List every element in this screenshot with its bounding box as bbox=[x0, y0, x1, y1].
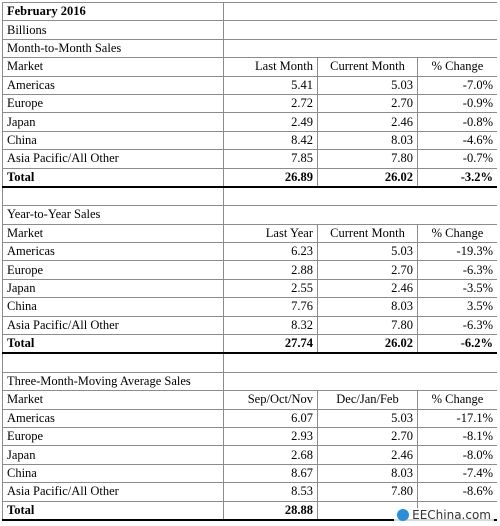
current-value: 2.70 bbox=[318, 427, 418, 445]
market-name: Europe bbox=[3, 427, 224, 445]
current-value: 8.03 bbox=[318, 464, 418, 482]
percent-change: -7.0% bbox=[418, 76, 498, 94]
empty-cell bbox=[3, 353, 224, 372]
column-header-market: Market bbox=[3, 224, 224, 242]
report-title: February 2016 bbox=[3, 3, 224, 21]
total-previous: 27.74 bbox=[224, 335, 318, 354]
previous-value: 8.53 bbox=[224, 483, 318, 501]
previous-value: 2.68 bbox=[224, 446, 318, 464]
empty-cell bbox=[3, 187, 224, 206]
market-name: Japan bbox=[3, 113, 224, 131]
column-header-row bbox=[3, 224, 498, 242]
empty-cell bbox=[224, 21, 498, 39]
total-current: 26.02 bbox=[318, 335, 418, 354]
previous-value: 2.72 bbox=[224, 94, 318, 112]
current-value: 2.70 bbox=[318, 94, 418, 112]
section-title: Year-to-Year Sales bbox=[3, 206, 224, 224]
section-title-row bbox=[3, 372, 498, 390]
percent-change: -8.1% bbox=[418, 427, 498, 445]
previous-value: 8.32 bbox=[224, 316, 318, 334]
eechina-watermark bbox=[394, 508, 494, 522]
total-label: Total bbox=[3, 501, 224, 520]
table-row bbox=[3, 131, 498, 149]
market-name: Europe bbox=[3, 94, 224, 112]
table-row bbox=[3, 279, 498, 297]
market-name: Japan bbox=[3, 279, 224, 297]
percent-change: 3.5% bbox=[418, 298, 498, 316]
market-name: Japan bbox=[3, 446, 224, 464]
empty-cell bbox=[224, 372, 498, 390]
total-previous: 28.88 bbox=[224, 501, 318, 520]
column-header-market: Market bbox=[3, 391, 224, 409]
percent-change: -19.3% bbox=[418, 243, 498, 261]
total-label: Total bbox=[3, 335, 224, 354]
total-row bbox=[3, 168, 498, 187]
section-title-row bbox=[3, 206, 498, 224]
column-header-change: % Change bbox=[418, 58, 498, 76]
total-current: 26.02 bbox=[318, 168, 418, 187]
total-previous: 26.89 bbox=[224, 168, 318, 187]
previous-value: 7.76 bbox=[224, 298, 318, 316]
current-value: 2.46 bbox=[318, 279, 418, 297]
section-title: Month-to-Month Sales bbox=[3, 39, 224, 57]
table-row bbox=[3, 113, 498, 131]
column-header-change: % Change bbox=[418, 391, 498, 409]
percent-change: -8.0% bbox=[418, 446, 498, 464]
market-name: Americas bbox=[3, 76, 224, 94]
column-header-current: Current Month bbox=[318, 58, 418, 76]
table-row bbox=[3, 261, 498, 279]
table-row bbox=[3, 427, 498, 445]
percent-change: -6.3% bbox=[418, 316, 498, 334]
empty-cell bbox=[224, 187, 498, 206]
watermark-text: EEChina.com bbox=[412, 508, 491, 522]
spacer-row bbox=[3, 353, 498, 372]
sales-table bbox=[2, 2, 497, 521]
current-value: 5.03 bbox=[318, 76, 418, 94]
section-title-row bbox=[3, 39, 498, 57]
empty-cell bbox=[224, 206, 498, 224]
units-label: Billions bbox=[3, 21, 224, 39]
total-label: Total bbox=[3, 168, 224, 187]
empty-cell bbox=[224, 3, 498, 21]
previous-value: 6.23 bbox=[224, 243, 318, 261]
total-change: -3.2% bbox=[418, 168, 498, 187]
current-value: 7.80 bbox=[318, 150, 418, 168]
percent-change: -0.9% bbox=[418, 94, 498, 112]
column-header-market: Market bbox=[3, 58, 224, 76]
column-header-row bbox=[3, 58, 498, 76]
units-row bbox=[3, 21, 498, 39]
eechina-logo-icon bbox=[397, 509, 409, 521]
current-value: 2.46 bbox=[318, 446, 418, 464]
market-name: China bbox=[3, 131, 224, 149]
market-name: Americas bbox=[3, 409, 224, 427]
percent-change: -6.3% bbox=[418, 261, 498, 279]
market-name: Asia Pacific/All Other bbox=[3, 483, 224, 501]
table-row bbox=[3, 150, 498, 168]
previous-value: 8.67 bbox=[224, 464, 318, 482]
column-header-previous: Last Month bbox=[224, 58, 318, 76]
column-header-current: Dec/Jan/Feb bbox=[318, 391, 418, 409]
percent-change: -3.5% bbox=[418, 279, 498, 297]
current-value: 5.03 bbox=[318, 409, 418, 427]
market-name: Asia Pacific/All Other bbox=[3, 150, 224, 168]
percent-change: -8.6% bbox=[418, 483, 498, 501]
current-value: 2.70 bbox=[318, 261, 418, 279]
percent-change: -17.1% bbox=[418, 409, 498, 427]
previous-value: 2.93 bbox=[224, 427, 318, 445]
column-header-current: Current Month bbox=[318, 224, 418, 242]
sales-spreadsheet bbox=[2, 2, 497, 524]
table-row bbox=[3, 316, 498, 334]
spacer-row bbox=[3, 187, 498, 206]
percent-change: -7.4% bbox=[418, 464, 498, 482]
current-value: 7.80 bbox=[318, 483, 418, 501]
current-value: 5.03 bbox=[318, 243, 418, 261]
previous-value: 6.07 bbox=[224, 409, 318, 427]
percent-change: -4.6% bbox=[418, 131, 498, 149]
empty-cell bbox=[224, 353, 498, 372]
market-name: China bbox=[3, 298, 224, 316]
table-row bbox=[3, 483, 498, 501]
market-name: China bbox=[3, 464, 224, 482]
previous-value: 8.42 bbox=[224, 131, 318, 149]
previous-value: 2.88 bbox=[224, 261, 318, 279]
previous-value: 7.85 bbox=[224, 150, 318, 168]
previous-value: 2.49 bbox=[224, 113, 318, 131]
section-title: Three-Month-Moving Average Sales bbox=[3, 372, 224, 390]
table-row bbox=[3, 243, 498, 261]
table-row bbox=[3, 464, 498, 482]
previous-value: 5.41 bbox=[224, 76, 318, 94]
current-value: 8.03 bbox=[318, 298, 418, 316]
table-row bbox=[3, 94, 498, 112]
market-name: Asia Pacific/All Other bbox=[3, 316, 224, 334]
table-row bbox=[3, 76, 498, 94]
column-header-previous: Sep/Oct/Nov bbox=[224, 391, 318, 409]
previous-value: 2.55 bbox=[224, 279, 318, 297]
current-value: 8.03 bbox=[318, 131, 418, 149]
total-row bbox=[3, 335, 498, 354]
current-value: 7.80 bbox=[318, 316, 418, 334]
column-header-row bbox=[3, 391, 498, 409]
market-name: Americas bbox=[3, 243, 224, 261]
report-title-row bbox=[3, 3, 498, 21]
column-header-change: % Change bbox=[418, 224, 498, 242]
column-header-previous: Last Year bbox=[224, 224, 318, 242]
percent-change: -0.7% bbox=[418, 150, 498, 168]
empty-cell bbox=[224, 39, 498, 57]
total-change: -6.2% bbox=[418, 335, 498, 354]
current-value: 2.46 bbox=[318, 113, 418, 131]
table-row bbox=[3, 409, 498, 427]
market-name: Europe bbox=[3, 261, 224, 279]
table-row bbox=[3, 446, 498, 464]
table-row bbox=[3, 298, 498, 316]
percent-change: -0.8% bbox=[418, 113, 498, 131]
